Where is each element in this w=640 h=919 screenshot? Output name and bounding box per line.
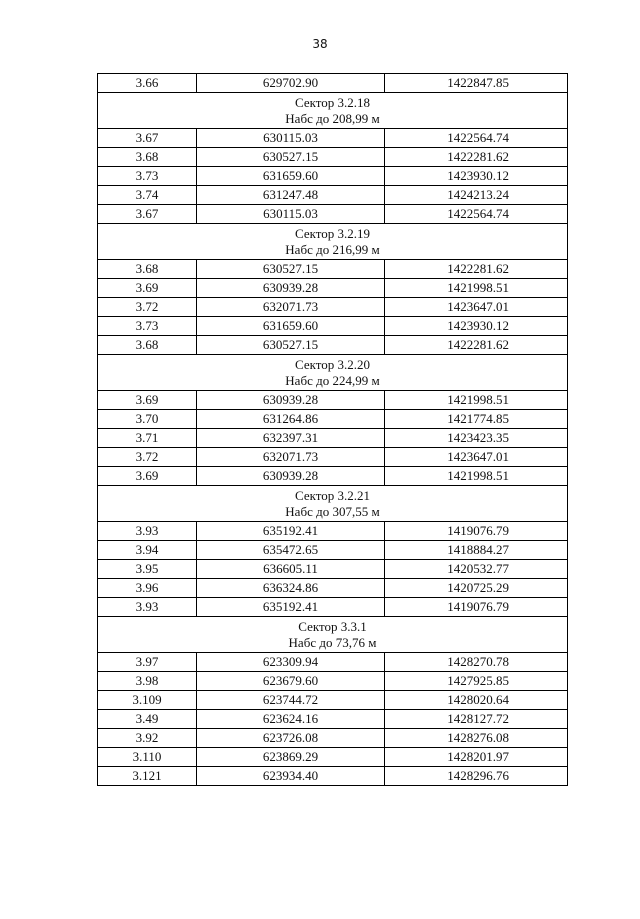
sector-title: Сектор 3.3.1 bbox=[298, 618, 367, 634]
table-row bbox=[98, 579, 568, 598]
x-coordinate-cell: 630939.28 bbox=[197, 467, 385, 486]
y-coordinate-cell: 1428296.76 bbox=[385, 767, 568, 786]
table-row bbox=[98, 748, 568, 767]
point-number-cell: 3.92 bbox=[98, 729, 197, 748]
table-row bbox=[98, 205, 568, 224]
table-row bbox=[98, 598, 568, 617]
table-row bbox=[98, 260, 568, 279]
point-number-cell: 3.110 bbox=[98, 748, 197, 767]
table-row bbox=[98, 710, 568, 729]
x-coordinate-cell: 632071.73 bbox=[197, 448, 385, 467]
y-coordinate-cell: 1423423.35 bbox=[385, 429, 568, 448]
point-number-cell: 3.67 bbox=[98, 129, 197, 148]
point-number-cell: 3.49 bbox=[98, 710, 197, 729]
table-row bbox=[98, 74, 568, 93]
y-coordinate-cell: 1419076.79 bbox=[385, 598, 568, 617]
table-row bbox=[98, 767, 568, 786]
y-coordinate-cell: 1428020.64 bbox=[385, 691, 568, 710]
sector-title: Сектор 3.2.18 bbox=[294, 94, 370, 110]
sector-header-row bbox=[98, 486, 568, 522]
sector-title: Сектор 3.2.20 bbox=[294, 356, 370, 372]
point-number-cell: 3.93 bbox=[98, 522, 197, 541]
point-number-cell: 3.68 bbox=[98, 336, 197, 355]
y-coordinate-cell: 1427925.85 bbox=[385, 672, 568, 691]
point-number-cell: 3.69 bbox=[98, 467, 197, 486]
table-row bbox=[98, 691, 568, 710]
point-number-cell: 3.93 bbox=[98, 598, 197, 617]
sector-header-row bbox=[98, 355, 568, 391]
y-coordinate-cell: 1421998.51 bbox=[385, 467, 568, 486]
sector-height-note: Набс до 208,99 м bbox=[285, 110, 380, 126]
point-number-cell: 3.121 bbox=[98, 767, 197, 786]
x-coordinate-cell: 635472.65 bbox=[197, 541, 385, 560]
table-row bbox=[98, 448, 568, 467]
point-number-cell: 3.72 bbox=[98, 298, 197, 317]
point-number-cell: 3.97 bbox=[98, 653, 197, 672]
point-number-cell: 3.109 bbox=[98, 691, 197, 710]
point-number-cell: 3.68 bbox=[98, 260, 197, 279]
table-row bbox=[98, 429, 568, 448]
x-coordinate-cell: 630527.15 bbox=[197, 336, 385, 355]
sector-height-note: Набс до 216,99 м bbox=[285, 241, 380, 257]
y-coordinate-cell: 1418884.27 bbox=[385, 541, 568, 560]
y-coordinate-cell: 1421998.51 bbox=[385, 391, 568, 410]
table-row bbox=[98, 167, 568, 186]
x-coordinate-cell: 623679.60 bbox=[197, 672, 385, 691]
x-coordinate-cell: 630115.03 bbox=[197, 205, 385, 224]
x-coordinate-cell: 623624.16 bbox=[197, 710, 385, 729]
table-row bbox=[98, 467, 568, 486]
y-coordinate-cell: 1428276.08 bbox=[385, 729, 568, 748]
x-coordinate-cell: 636324.86 bbox=[197, 579, 385, 598]
x-coordinate-cell: 630527.15 bbox=[197, 260, 385, 279]
y-coordinate-cell: 1423647.01 bbox=[385, 448, 568, 467]
x-coordinate-cell: 636605.11 bbox=[197, 560, 385, 579]
point-number-cell: 3.74 bbox=[98, 186, 197, 205]
table-row bbox=[98, 729, 568, 748]
y-coordinate-cell: 1423930.12 bbox=[385, 317, 568, 336]
table-row bbox=[98, 148, 568, 167]
y-coordinate-cell: 1422847.85 bbox=[385, 74, 568, 93]
point-number-cell: 3.66 bbox=[98, 74, 197, 93]
sector-header-cell bbox=[98, 93, 568, 129]
point-number-cell: 3.94 bbox=[98, 541, 197, 560]
point-number-cell: 3.69 bbox=[98, 391, 197, 410]
table-row bbox=[98, 317, 568, 336]
table-row bbox=[98, 541, 568, 560]
x-coordinate-cell: 623934.40 bbox=[197, 767, 385, 786]
y-coordinate-cell: 1421998.51 bbox=[385, 279, 568, 298]
point-number-cell: 3.98 bbox=[98, 672, 197, 691]
y-coordinate-cell: 1423647.01 bbox=[385, 298, 568, 317]
x-coordinate-cell: 630115.03 bbox=[197, 129, 385, 148]
sector-height-note: Набс до 224,99 м bbox=[285, 372, 380, 388]
point-number-cell: 3.71 bbox=[98, 429, 197, 448]
sector-header-cell bbox=[98, 617, 568, 653]
sector-header-row bbox=[98, 617, 568, 653]
sector-height-note: Набс до 73,76 м bbox=[288, 634, 377, 650]
x-coordinate-cell: 623744.72 bbox=[197, 691, 385, 710]
coordinates-table bbox=[97, 73, 568, 786]
sector-title: Сектор 3.2.21 bbox=[294, 487, 370, 503]
y-coordinate-cell: 1422564.74 bbox=[385, 129, 568, 148]
sector-title: Сектор 3.2.19 bbox=[294, 225, 370, 241]
point-number-cell: 3.96 bbox=[98, 579, 197, 598]
x-coordinate-cell: 631659.60 bbox=[197, 167, 385, 186]
x-coordinate-cell: 630527.15 bbox=[197, 148, 385, 167]
point-number-cell: 3.68 bbox=[98, 148, 197, 167]
x-coordinate-cell: 632071.73 bbox=[197, 298, 385, 317]
table-row bbox=[98, 391, 568, 410]
point-number-cell: 3.73 bbox=[98, 167, 197, 186]
y-coordinate-cell: 1419076.79 bbox=[385, 522, 568, 541]
sector-header-row bbox=[98, 224, 568, 260]
table-row bbox=[98, 653, 568, 672]
table-row bbox=[98, 279, 568, 298]
y-coordinate-cell: 1420725.29 bbox=[385, 579, 568, 598]
x-coordinate-cell: 635192.41 bbox=[197, 522, 385, 541]
x-coordinate-cell: 623726.08 bbox=[197, 729, 385, 748]
sector-header-cell bbox=[98, 486, 568, 522]
x-coordinate-cell: 629702.90 bbox=[197, 74, 385, 93]
y-coordinate-cell: 1422564.74 bbox=[385, 205, 568, 224]
y-coordinate-cell: 1422281.62 bbox=[385, 336, 568, 355]
x-coordinate-cell: 623309.94 bbox=[197, 653, 385, 672]
x-coordinate-cell: 630939.28 bbox=[197, 279, 385, 298]
table-row bbox=[98, 672, 568, 691]
x-coordinate-cell: 631264.86 bbox=[197, 410, 385, 429]
table-row bbox=[98, 298, 568, 317]
point-number-cell: 3.95 bbox=[98, 560, 197, 579]
y-coordinate-cell: 1422281.62 bbox=[385, 148, 568, 167]
point-number-cell: 3.69 bbox=[98, 279, 197, 298]
sector-header-row bbox=[98, 93, 568, 129]
x-coordinate-cell: 631247.48 bbox=[197, 186, 385, 205]
y-coordinate-cell: 1423930.12 bbox=[385, 167, 568, 186]
coordinates-table-body bbox=[98, 74, 568, 786]
table-row bbox=[98, 129, 568, 148]
y-coordinate-cell: 1421774.85 bbox=[385, 410, 568, 429]
x-coordinate-cell: 630939.28 bbox=[197, 391, 385, 410]
sector-header-cell bbox=[98, 224, 568, 260]
y-coordinate-cell: 1420532.77 bbox=[385, 560, 568, 579]
y-coordinate-cell: 1428201.97 bbox=[385, 748, 568, 767]
point-number-cell: 3.70 bbox=[98, 410, 197, 429]
table-row bbox=[98, 336, 568, 355]
table-row bbox=[98, 410, 568, 429]
x-coordinate-cell: 631659.60 bbox=[197, 317, 385, 336]
sector-height-note: Набс до 307,55 м bbox=[285, 503, 380, 519]
table-row bbox=[98, 522, 568, 541]
sector-header-cell bbox=[98, 355, 568, 391]
table-row bbox=[98, 186, 568, 205]
y-coordinate-cell: 1422281.62 bbox=[385, 260, 568, 279]
y-coordinate-cell: 1428270.78 bbox=[385, 653, 568, 672]
y-coordinate-cell: 1424213.24 bbox=[385, 186, 568, 205]
x-coordinate-cell: 635192.41 bbox=[197, 598, 385, 617]
page-number: 38 bbox=[312, 37, 328, 51]
point-number-cell: 3.67 bbox=[98, 205, 197, 224]
y-coordinate-cell: 1428127.72 bbox=[385, 710, 568, 729]
point-number-cell: 3.72 bbox=[98, 448, 197, 467]
x-coordinate-cell: 623869.29 bbox=[197, 748, 385, 767]
table-row bbox=[98, 560, 568, 579]
point-number-cell: 3.73 bbox=[98, 317, 197, 336]
x-coordinate-cell: 632397.31 bbox=[197, 429, 385, 448]
